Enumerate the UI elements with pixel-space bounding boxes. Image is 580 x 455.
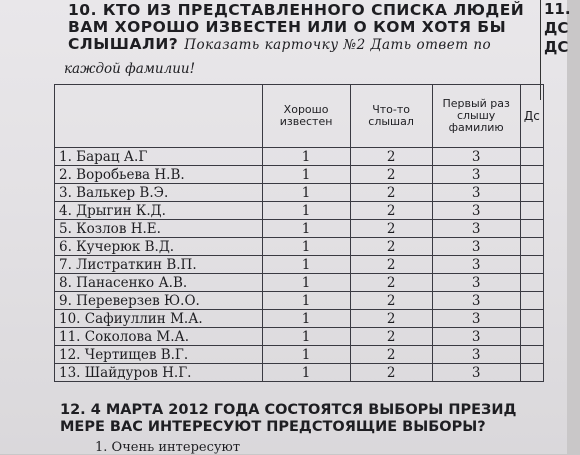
code-heard-something: 2: [350, 256, 432, 274]
code-well-known: 1: [262, 292, 350, 310]
respondent-name: 4. Дрыгин К.Д.: [55, 202, 263, 220]
next-column-fragment: [540, 0, 574, 100]
respondent-name: 7. Листраткин В.П.: [55, 256, 263, 274]
code-well-known: 1: [262, 148, 350, 166]
question-10-text-1: КТО ИЗ ПРЕДСТАВЛЕННОГО СПИСКА ЛЮДЕЙ: [102, 1, 525, 19]
code-first-time: 3: [432, 274, 520, 292]
blank-cell: [520, 328, 543, 346]
blank-cell: [520, 364, 543, 382]
code-heard-something: 2: [350, 220, 432, 238]
question-10-text-3: СЛЫШАЛИ?: [68, 35, 179, 53]
respondent-name: 12. Чертищев В.Г.: [55, 346, 263, 364]
code-well-known: 1: [262, 274, 350, 292]
respondent-name: 9. Переверзев Ю.О.: [55, 292, 263, 310]
side-column-item: ДС: [544, 19, 569, 37]
blank-cell: [520, 238, 543, 256]
code-heard-something: 2: [350, 364, 432, 382]
code-well-known: 1: [262, 364, 350, 382]
code-well-known: 1: [262, 202, 350, 220]
blank-cell: [520, 256, 543, 274]
question-10-instruction: Показать карточку №2 Дать ответ по: [184, 37, 492, 53]
table-row: [55, 220, 544, 238]
question-10-line2: ВАМ ХОРОШО ИЗВЕСТЕН ИЛИ О КОМ ХОТЯ БЫ: [68, 18, 507, 36]
respondent-name: 3. Валькер В.Э.: [55, 184, 263, 202]
table-header-row: [55, 85, 544, 148]
code-heard-something: 2: [350, 310, 432, 328]
code-first-time: 3: [432, 148, 520, 166]
code-well-known: 1: [262, 238, 350, 256]
respondent-name: 2. Воробьева Н.В.: [55, 166, 263, 184]
respondent-name: 13. Шайдуров Н.Г.: [55, 364, 263, 382]
code-first-time: 3: [432, 292, 520, 310]
code-heard-something: 2: [350, 148, 432, 166]
question-12-line2: МЕРЕ ВАС ИНТЕРЕСУЮТ ПРЕДСТОЯЩИЕ ВЫБОРЫ?: [60, 419, 486, 435]
blank-cell: [520, 184, 543, 202]
respondent-name: 10. Сафиуллин М.А.: [55, 310, 263, 328]
respondent-name: 11. Соколова М.А.: [55, 328, 263, 346]
respondent-name: 8. Панасенко А.В.: [55, 274, 263, 292]
blank-cell: [520, 292, 543, 310]
table-row: [55, 292, 544, 310]
question-10-line3: [68, 36, 548, 54]
code-well-known: 1: [262, 310, 350, 328]
code-first-time: 3: [432, 166, 520, 184]
table-row: [55, 328, 544, 346]
table-row: [55, 166, 544, 184]
respondent-name: 5. Козлов Н.Е.: [55, 220, 263, 238]
code-first-time: 3: [432, 184, 520, 202]
code-first-time: 3: [432, 328, 520, 346]
code-first-time: 3: [432, 310, 520, 328]
blank-cell: [520, 148, 543, 166]
code-heard-something: 2: [350, 346, 432, 364]
question-12-heading: [60, 402, 580, 436]
code-first-time: 3: [432, 364, 520, 382]
blank-cell: [520, 166, 543, 184]
blank-cell: [520, 202, 543, 220]
table-row: [55, 202, 544, 220]
blank-cell: [520, 310, 543, 328]
respondent-name: 1. Барац А.Г: [55, 148, 263, 166]
question-10-number: 10.: [68, 1, 97, 19]
table-row: [55, 184, 544, 202]
table-row: [55, 364, 544, 382]
blank-cell: [520, 220, 543, 238]
question-12-option-1: 1. Очень интересуют: [95, 440, 241, 455]
question-10-instruction-cont: каждой фамилии!: [64, 61, 196, 77]
code-well-known: 1: [262, 328, 350, 346]
table-row: [55, 256, 544, 274]
code-heard-something: 2: [350, 238, 432, 256]
code-first-time: 3: [432, 220, 520, 238]
question-12-line1: 12. 4 МАРТА 2012 ГОДА СОСТОЯТСЯ ВЫБОРЫ ПРЕЗИД: [60, 402, 517, 418]
code-heard-something: 2: [350, 292, 432, 310]
code-first-time: 3: [432, 256, 520, 274]
code-well-known: 1: [262, 346, 350, 364]
question-10-heading: [48, 2, 548, 54]
table-row: [55, 346, 544, 364]
table-row: [55, 238, 544, 256]
table-row: [55, 310, 544, 328]
header-heard-something: Что-то слышал: [350, 85, 432, 148]
header-first-time: Первый раз слышу фамилию: [432, 85, 520, 148]
respondent-name: 6. Кучерюк В.Д.: [55, 238, 263, 256]
table-row: [55, 148, 544, 166]
blank-cell: [520, 274, 543, 292]
code-well-known: 1: [262, 166, 350, 184]
code-heard-something: 2: [350, 166, 432, 184]
table-row: [55, 274, 544, 292]
header-name-cell: [55, 85, 263, 148]
code-well-known: 1: [262, 220, 350, 238]
code-first-time: 3: [432, 238, 520, 256]
code-well-known: 1: [262, 256, 350, 274]
code-heard-something: 2: [350, 184, 432, 202]
code-heard-something: 2: [350, 274, 432, 292]
code-first-time: 3: [432, 202, 520, 220]
side-column-item: 11.: [544, 0, 571, 18]
header-dk: Дс: [520, 85, 543, 148]
blank-cell: [520, 346, 543, 364]
code-first-time: 3: [432, 346, 520, 364]
name-recognition-table: [54, 84, 544, 382]
code-heard-something: 2: [350, 328, 432, 346]
question-10-line1: [68, 2, 548, 19]
side-column-item: ДС: [544, 38, 569, 56]
code-heard-something: 2: [350, 202, 432, 220]
code-well-known: 1: [262, 184, 350, 202]
header-well-known: Хорошо известен: [262, 85, 350, 148]
